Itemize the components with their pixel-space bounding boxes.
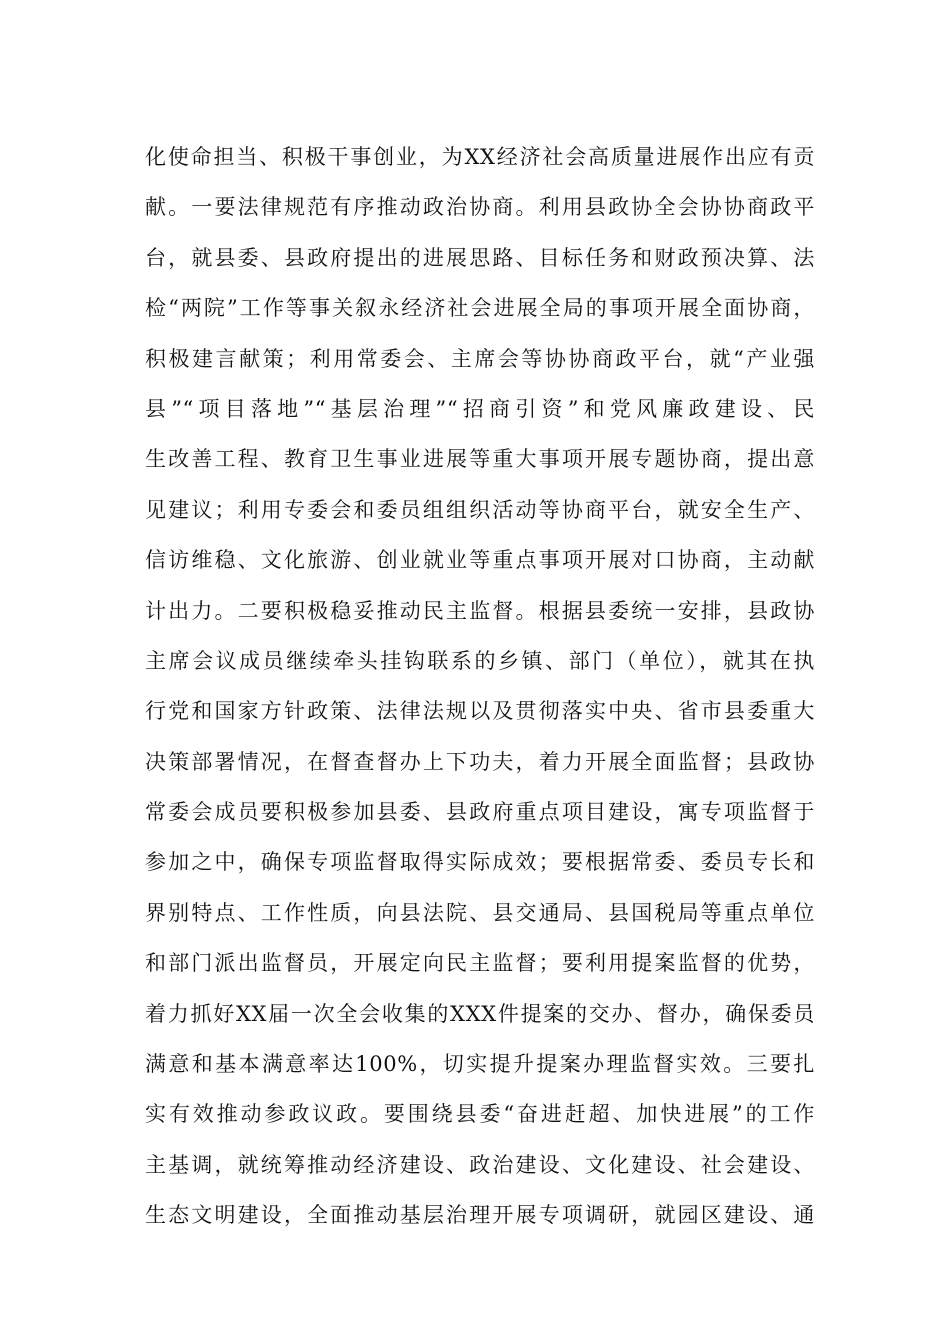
text-line: 实有效推动参政议政。要围绕县委“奋进赶超、加快进展”的工作: [145, 1102, 815, 1127]
text-line: 检“两院”工作等事关叙永经济社会进展全局的事项开展全面协商，: [145, 296, 815, 321]
text-line: 见建议；利用专委会和委员组组织活动等协商平台，就安全生产、: [145, 497, 815, 522]
text-line: 主席会议成员继续牵头挂钩联系的乡镇、部门（单位），就其在执: [145, 648, 815, 673]
text-line: 积极建言献策；利用常委会、主席会等协协商政平台，就“产业强: [145, 346, 815, 371]
text-line: 县”“项目落地”“基层治理”“招商引资”和党风廉政建设、民: [145, 396, 815, 421]
text-line: 生态文明建设，全面推动基层治理开展专项调研，就园区建设、通: [145, 1203, 815, 1228]
text-line: 主基调，就统筹推动经济建设、政治建设、文化建设、社会建设、: [145, 1152, 815, 1177]
text-line: 和部门派出监督员，开展定向民主监督；要利用提案监督的优势，: [145, 951, 815, 976]
text-line: 决策部署情况，在督查督办上下功夫，着力开展全面监督；县政协: [145, 749, 815, 774]
text-line: 行党和国家方针政策、法律法规以及贯彻落实中央、省市县委重大: [145, 699, 815, 724]
body-paragraph: [145, 132, 815, 1241]
text-line: 着力抓好XX届一次全会收集的XXX件提案的交办、督办，确保委员: [145, 1001, 815, 1026]
text-line: 满意和基本满意率达100%，切实提升提案办理监督实效。三要扎: [145, 1052, 815, 1077]
text-line: 界别特点、工作性质，向县法院、县交通局、县国税局等重点单位: [145, 900, 815, 925]
text-line: 台，就县委、县政府提出的进展思路、目标任务和财政预决算、法: [145, 245, 815, 270]
text-line: 化使命担当、积极干事创业，为XX经济社会高质量进展作出应有贡: [145, 145, 815, 169]
text-line: 常委会成员要积极参加县委、县政府重点项目建设，寓专项监督于: [145, 800, 815, 825]
text-line: 信访维稳、文化旅游、创业就业等重点事项开展对口协商，主动献: [145, 548, 815, 573]
text-line: 计出力。二要积极稳妥推动民主监督。根据县委统一安排，县政协: [145, 598, 815, 623]
text-line: 生改善工程、教育卫生事业进展等重大事项开展专题协商，提出意: [145, 447, 815, 472]
text-line: 献。一要法律规范有序推动政治协商。利用县政协全会协协商政平: [145, 195, 815, 220]
text-line: 参加之中，确保专项监督取得实际成效；要根据常委、委员专长和: [145, 850, 815, 875]
